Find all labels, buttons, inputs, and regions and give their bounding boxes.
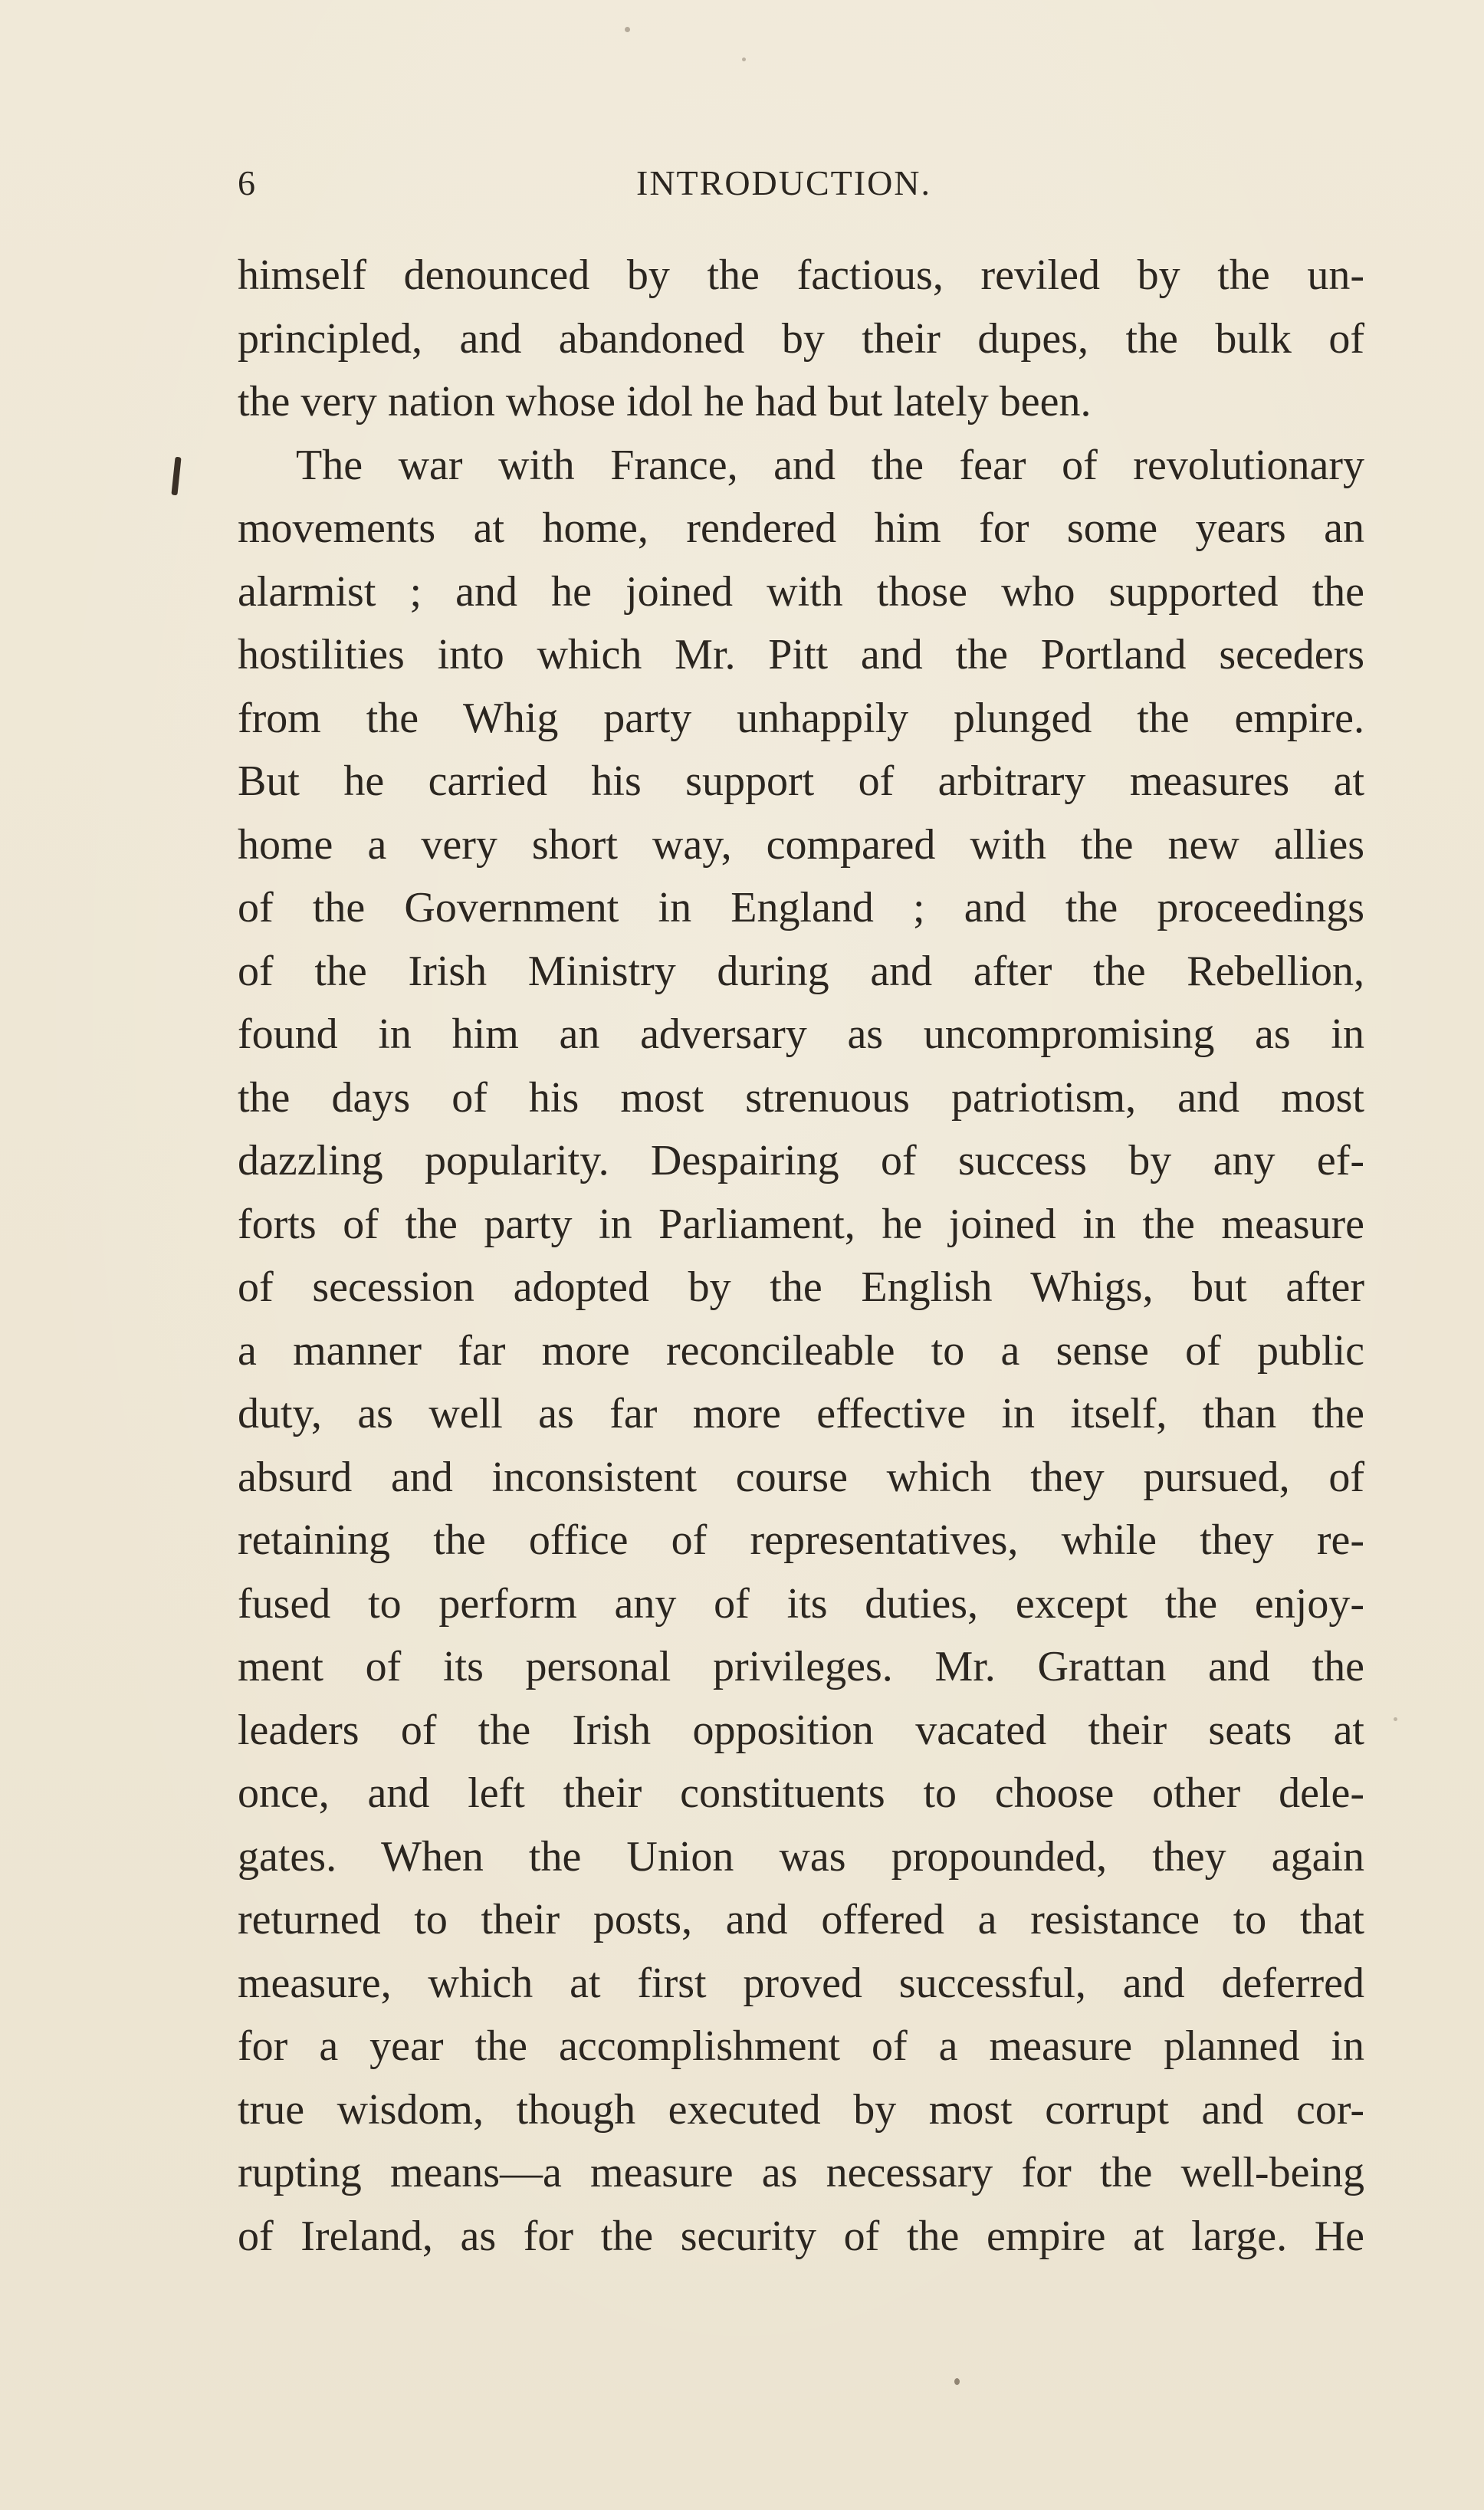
text-line: of Ireland, as for the security of the empire at large. He: [238, 2212, 1364, 2260]
text-line: ment of its personal privileges. Mr. Grattan and the: [238, 1643, 1364, 1690]
text-line: of the Irish Ministry during and after the Rebellion,: [238, 947, 1364, 995]
text-line: dazzling popularity. Despairing of success by any ef-: [238, 1137, 1364, 1184]
text-line: But he carried his support of arbitrary measures at: [238, 757, 1364, 805]
text-line: rupting means—a measure as necessary for the well-being: [238, 2149, 1364, 2196]
paper-speck: [1394, 1717, 1397, 1721]
text-line: movements at home, rendered him for some years an: [238, 504, 1364, 552]
text-line: once, and left their constituents to choose other dele-: [238, 1769, 1364, 1817]
text-line: home a very short way, compared with the new allies: [238, 820, 1364, 869]
text-line: from the Whig party unhappily plunged the empire.: [238, 694, 1364, 742]
text-line: duty, as well as far more effective in itself, than the: [238, 1390, 1364, 1437]
margin-pencil-mark: [171, 457, 181, 496]
text-line: himself denounced by the factious, reviled by the un-: [238, 251, 1364, 299]
running-head: [238, 163, 1364, 209]
text-line: of the Government in England ; and the proceedings: [238, 884, 1364, 931]
running-title: INTRODUCTION.: [636, 163, 932, 202]
text-line: true wisdom, though executed by most corrupt and cor-: [238, 2085, 1364, 2134]
text-line: alarmist ; and he joined with those who supported the: [238, 567, 1364, 616]
paper-speck: [625, 27, 630, 32]
text-line: found in him an adversary as uncompromising as in: [238, 1010, 1364, 1058]
text-line: leaders of the Irish opposition vacated their seats at: [238, 1706, 1364, 1754]
text-line: gates. When the Union was propounded, they again: [238, 1832, 1364, 1881]
page-number: 6: [238, 163, 256, 202]
text-line: principled, and abandoned by their dupes, the bulk of: [238, 314, 1364, 363]
text-line: hostilities into which Mr. Pitt and the Portland seceders: [238, 631, 1364, 678]
text-line: The war with France, and the fear of revolutionary: [296, 441, 1364, 489]
text-line: a manner far more reconcileable to a sense of public: [238, 1326, 1364, 1375]
paper-speck: [954, 2378, 960, 2385]
text-line: returned to their posts, and offered a resistance to that: [238, 1896, 1364, 1943]
text-line: fused to perform any of its duties, except the enjoy-: [238, 1579, 1364, 1628]
body-text: [238, 244, 1364, 2268]
text-line: absurd and inconsistent course which they pursued, of: [238, 1453, 1364, 1501]
text-line: the very nation whose idol he had but lately been.: [238, 378, 1092, 425]
paper-speck: [742, 57, 746, 61]
text-line: forts of the party in Parliament, he joined in the measure: [238, 1200, 1364, 1248]
text-line: of secession adopted by the English Whigs, but after: [238, 1263, 1364, 1311]
text-line: the days of his most strenuous patriotism, and most: [238, 1073, 1364, 1122]
text-line: measure, which at first proved successful, and deferred: [238, 1959, 1364, 2007]
text-line: for a year the accomplishment of a measure planned in: [238, 2022, 1364, 2070]
text-line: retaining the office of representatives, while they re-: [238, 1516, 1364, 1564]
